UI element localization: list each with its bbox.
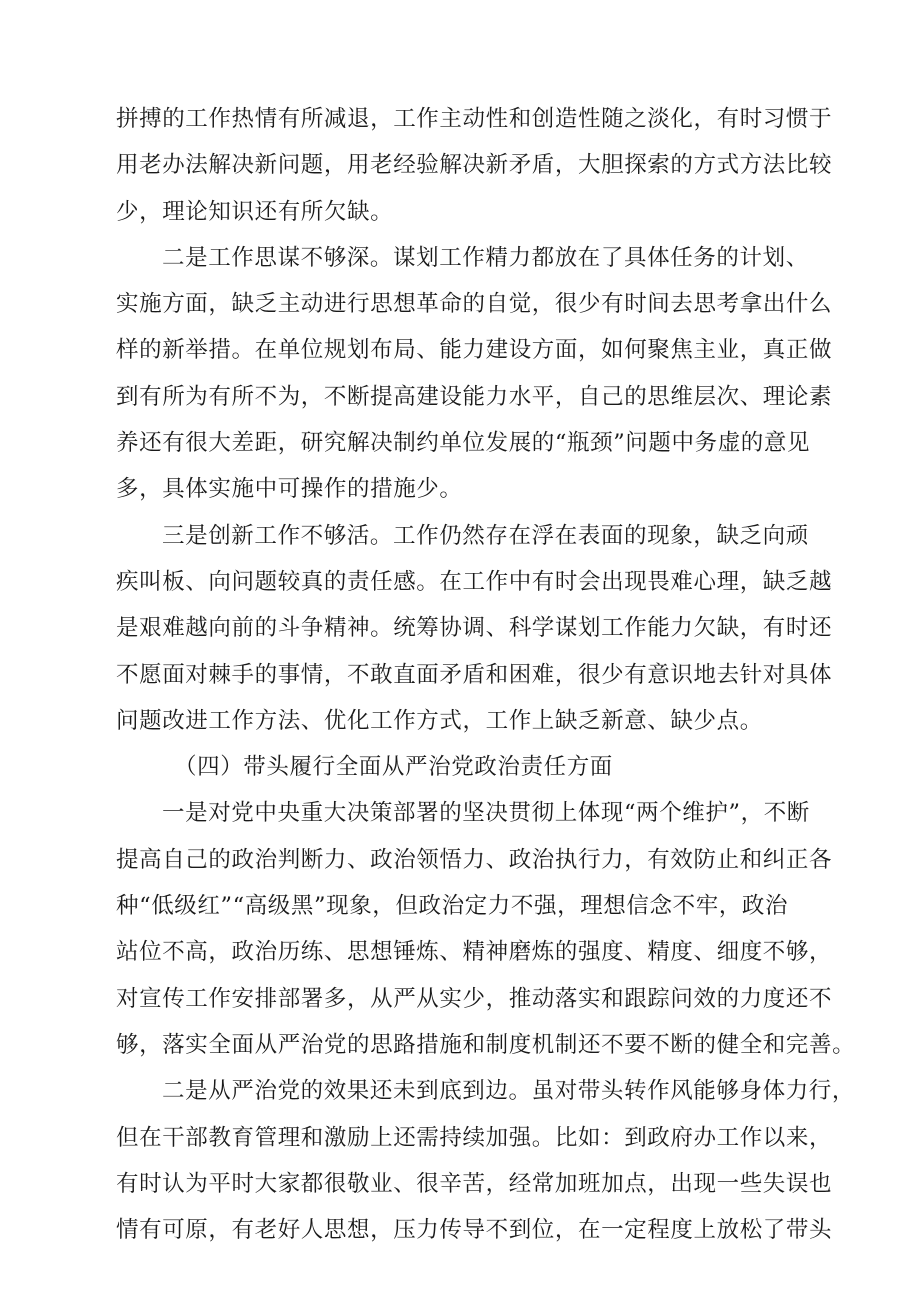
paragraph-line: 问题改进工作方法、优化工作方式，工作上缺乏新意、缺少点。 xyxy=(116,707,763,734)
paragraph-line: 一是对党中央重大决策部署的坚决贯彻上体现“两个维护”，不断 xyxy=(162,800,810,827)
section-heading: （四）带头履行全面从严治党政治责任方面 xyxy=(174,754,613,781)
paragraph-line: 三是创新工作不够活。工作仍然存在浮在表面的现象，缺乏向顽 xyxy=(162,522,809,549)
paragraph-line: 拼搏的工作热情有所减退，工作主动性和创造性随之淡化，有时习惯于 xyxy=(116,106,833,132)
paragraph-line: 用老办法解决新问题，用老经验解决新矛盾，大胆探索的方式方法比较 xyxy=(116,152,833,179)
paragraph-line: 二是从严治党的效果还未到底到边。虽对带头转作风能够身体力行， xyxy=(162,1078,856,1105)
paragraph-line: 多，具体实施中可操作的措施少。 xyxy=(116,476,463,503)
paragraph-line: 站位不高，政治历练、思想锤炼、精神磨炼的强度、精度、细度不够， xyxy=(116,939,833,966)
paragraph-line: 样的新举措。在单位规划布局、能力建设方面，如何聚焦主业，真正做 xyxy=(116,337,833,364)
paragraph-line: 有时认为平时大家都很敬业、很辛苦，经常加班加点，出现一些失误也 xyxy=(116,1170,833,1197)
paragraph-line: 但在干部教育管理和激励上还需持续加强。比如：到政府办工作以来， xyxy=(116,1124,833,1151)
paragraph-line: 到有所为有所不为，不断提高建设能力水平，自己的思维层次、理论素 xyxy=(116,383,833,410)
document-body xyxy=(116,96,856,1253)
paragraph-line: 疾叫板、向问题较真的责任感。在工作中有时会出现畏难心理，缺乏越 xyxy=(116,568,833,595)
paragraph-line: 少，理论知识还有所欠缺。 xyxy=(116,198,394,225)
paragraph-line: 养还有很大差距，研究解决制约单位发展的“瓶颈”问题中务虚的意见 xyxy=(116,430,811,457)
paragraph-line: 对宣传工作安排部署多，从严从实少，推动落实和跟踪问效的力度还不 xyxy=(116,985,833,1012)
paragraph-line: 够，落实全面从严治党的思路措施和制度机制还不要不断的健全和完善。 xyxy=(116,1031,856,1058)
paragraph-line: 二是工作思谋不够深。谋划工作精力都放在了具体任务的计划、 xyxy=(162,244,809,271)
paragraph-line: 情有可原，有老好人思想，压力传导不到位，在一定程度上放松了带头 xyxy=(116,1217,833,1244)
paragraph-line: 种“低级红”“高级黑”现象，但政治定力不强，理想信念不牢，政治 xyxy=(116,893,789,920)
paragraph-line: 实施方面，缺乏主动进行思想革命的自觉，很少有时间去思考拿出什么 xyxy=(116,291,833,318)
paragraph-line: 是艰难越向前的斗争精神。统筹协调、科学谋划工作能力欠缺，有时还 xyxy=(116,615,833,642)
paragraph-line: 提高自己的政治判断力、政治领悟力、政治执行力，有效防止和纠正各 xyxy=(116,846,833,873)
paragraph-line: 不愿面对棘手的事情，不敢直面矛盾和困难，很少有意识地去针对具体 xyxy=(116,661,833,688)
